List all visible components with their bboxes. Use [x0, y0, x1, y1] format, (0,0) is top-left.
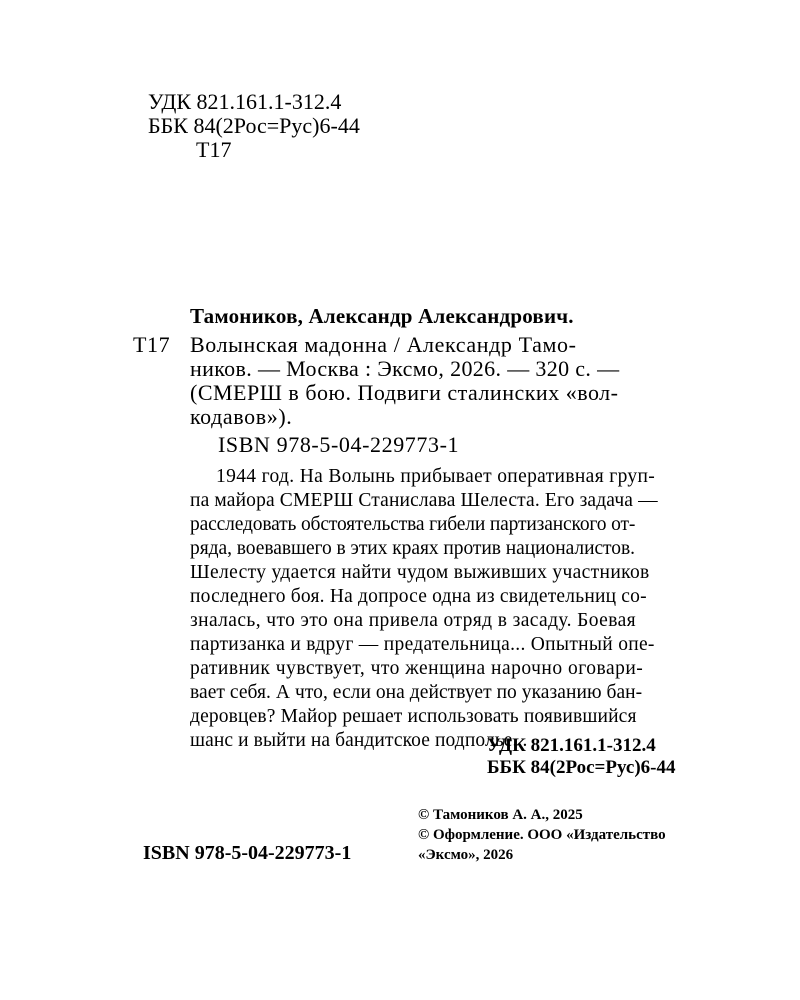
udk-code-top: УДК 821.161.1-312.4: [148, 89, 342, 114]
annotation-line: последнего боя. На допросе одна из свидетельниц со-: [190, 586, 647, 607]
author-sign-top: Т17: [196, 137, 232, 162]
annotation-line: расследовать обстоятельства гибели партизанского от-: [190, 514, 636, 535]
catalog-line: кодавов»).: [190, 404, 293, 429]
annotation-line: па майора СМЕРШ Станислава Шелеста. Его задача —: [190, 490, 658, 511]
catalog-line: (СМЕРШ в бою. Подвиги сталинских «вол-: [190, 380, 619, 405]
catalog-isbn: ISBN 978-5-04-229773-1: [218, 432, 460, 457]
catalog-author: Тамоников, Александр Александрович.: [190, 304, 574, 328]
annotation-line: Шелесту удается найти чудом выживших участников: [190, 562, 650, 583]
annotation-line: шанс и выйти на бандитское подполье...: [190, 730, 528, 751]
annotation-line: 1944 год. На Волынь прибывает оперативная груп-: [216, 466, 656, 487]
annotation-line: ряда, воевавшего в этих краях против националистов.: [190, 538, 635, 559]
udk-code-bottom: УДК 821.161.1-312.4: [487, 735, 656, 756]
isbn-bottom: ISBN 978-5-04-229773-1: [143, 842, 352, 864]
copyright-line: © Оформление. ООО «Издательство: [418, 827, 666, 843]
annotation-line: вает себя. А что, если она действует по указанию бан-: [190, 682, 643, 703]
catalog-author-sign: Т17: [133, 332, 171, 357]
annotation-line: деровцев? Майор решает использовать появившийся: [190, 706, 637, 727]
annotation-line: партизанка и вдруг — предательница... Опытный опе-: [190, 634, 655, 655]
annotation-line: ративник чувствует, что женщина нарочно оговари-: [190, 658, 644, 679]
catalog-line: ников. — Москва : Эксмо, 2026. — 320 с. —: [190, 356, 620, 381]
copyright-line: © Тамоников А. А., 2025: [418, 807, 583, 823]
copyright-line: «Эксмо», 2026: [418, 847, 514, 863]
bbk-code-top: ББК 84(2Рос=Рус)6-44: [148, 113, 360, 138]
catalog-line: Волынская мадонна / Александр Тамо-: [190, 332, 577, 357]
bbk-code-bottom: ББК 84(2Рос=Рус)6-44: [487, 757, 676, 778]
annotation-line: зналась, что это она привела отряд в засаду. Боевая: [190, 610, 636, 631]
